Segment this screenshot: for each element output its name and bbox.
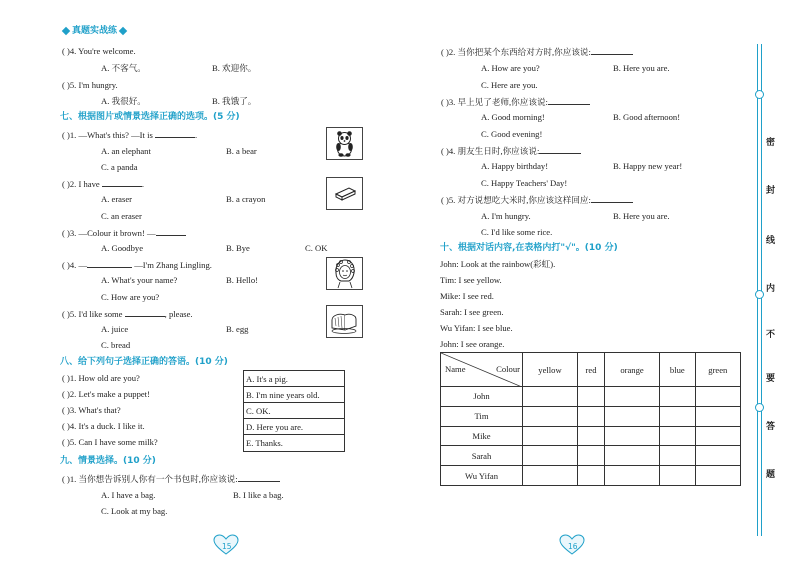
check-cell[interactable] <box>660 446 696 466</box>
answer-blank[interactable] <box>156 226 186 236</box>
option-c: C. bread <box>101 340 131 350</box>
column-header: red <box>578 353 605 387</box>
margin-char: 答 <box>766 422 776 432</box>
table-row <box>441 446 741 466</box>
dialogue-line: Mike: I see red. <box>440 291 494 301</box>
girl-picture <box>326 257 363 290</box>
option-a: A. Good morning! <box>481 112 545 122</box>
s9-question-3: ( )3. 早上见了老师,你应该说: <box>441 95 590 108</box>
check-cell[interactable] <box>660 387 696 407</box>
banner-title: 真题实战练 <box>72 26 118 36</box>
answer-blank[interactable] <box>238 472 280 482</box>
check-cell[interactable] <box>660 426 696 446</box>
option-c: C. I'd like some rice. <box>481 227 553 237</box>
check-cell[interactable] <box>523 466 578 486</box>
s8-question-2: ( )2. Let's make a puppet! <box>62 389 150 399</box>
page-number: 16 <box>568 542 578 551</box>
margin-char: 要 <box>766 374 776 384</box>
row-header: Wu Yifan <box>441 466 523 486</box>
table-row <box>441 426 741 446</box>
option-c: C. Here are you. <box>481 80 538 90</box>
check-cell[interactable] <box>523 387 578 407</box>
s9-question-5: ( )5. 对方说想吃大米时,你应该这样回应: <box>441 193 633 206</box>
check-cell[interactable] <box>695 387 740 407</box>
option-c: C. How are you? <box>101 292 160 302</box>
option-a: A. What's your name? <box>101 275 178 285</box>
answer-option: A. It's a pig. <box>244 371 344 387</box>
column-header: blue <box>660 353 696 387</box>
check-cell[interactable] <box>605 446 660 466</box>
answer-option: D. Here you are. <box>244 419 344 435</box>
answer-option: C. OK. <box>244 403 344 419</box>
answer-blank[interactable] <box>591 193 633 203</box>
option-a: A. I have a bag. <box>101 490 156 500</box>
diamond-icon <box>119 26 127 34</box>
page-number: 15 <box>222 542 232 551</box>
check-cell[interactable] <box>578 466 605 486</box>
option-c: C. a panda <box>101 162 138 172</box>
s9-question-4: ( )4. 朋友生日时,你应该说: <box>441 144 581 157</box>
check-cell[interactable] <box>605 406 660 426</box>
section-9-heading: 九、情景选择。(10 分) <box>60 456 156 466</box>
question-5: ( )5. I'm hungry. <box>62 80 118 90</box>
s7-question-3: ( )3. —Colour it brown! — <box>62 226 186 239</box>
check-cell[interactable] <box>605 466 660 486</box>
corner-name-label: Name <box>445 364 466 374</box>
margin-char: 题 <box>766 470 776 480</box>
option-b: B. Good afternoon! <box>613 112 681 122</box>
margin-char: 密 <box>766 138 776 148</box>
option-a: A. juice <box>101 324 129 334</box>
banner <box>60 23 129 36</box>
s7-question-4: ( )4. — —I'm Zhang Lingling. <box>62 260 212 270</box>
option-b: B. Hello! <box>226 275 258 285</box>
s7-question-1: ( )1. —What's this? —It is . <box>62 130 198 140</box>
check-cell[interactable] <box>695 466 740 486</box>
check-cell[interactable] <box>578 387 605 407</box>
answer-option: B. I'm nine years old. <box>244 387 344 403</box>
check-cell[interactable] <box>523 446 578 466</box>
check-cell[interactable] <box>578 446 605 466</box>
binding-hole-icon <box>755 90 764 99</box>
option-b: B. I like a bag. <box>233 490 284 500</box>
row-header: Mike <box>441 426 523 446</box>
option-b: B. Here you are. <box>613 63 670 73</box>
check-cell[interactable] <box>605 426 660 446</box>
dialogue-line: John: I see orange. <box>440 339 505 349</box>
dialogue-line: Wu Yifan: I see blue. <box>440 323 513 333</box>
eraser-picture <box>326 177 363 210</box>
option-a: A. Happy birthday! <box>481 161 549 171</box>
option-c: C. Look at my bag. <box>101 506 168 516</box>
answer-blank[interactable] <box>155 128 195 138</box>
section-10-heading: 十、根据对话内容,在表格内打"√"。(10 分) <box>440 243 618 253</box>
option-c: C. Good evening! <box>481 129 543 139</box>
option-b: B. egg <box>226 324 249 334</box>
dialogue-line: Sarah: I see green. <box>440 307 504 317</box>
margin-char: 封 <box>766 186 776 196</box>
margin-char: 线 <box>766 236 776 246</box>
dialogue-line: Tim: I see yellow. <box>440 275 502 285</box>
diamond-icon <box>62 26 70 34</box>
option-a: A. Goodbye <box>101 243 144 253</box>
row-header: Sarah <box>441 446 523 466</box>
option-a: A. 我很好。 <box>101 96 146 106</box>
option-b: B. Bye <box>226 243 250 253</box>
option-c: C. an eraser <box>101 211 142 221</box>
row-header: Tim <box>441 406 523 426</box>
option-b: B. a crayon <box>226 194 266 204</box>
s9-question-1: ( )1. 当你想告诉别人你有一个书包时,你应该说: <box>62 472 280 485</box>
check-cell[interactable] <box>660 466 696 486</box>
colour-table <box>440 352 741 486</box>
margin-char: 内 <box>766 284 776 294</box>
option-b: B. Happy new year! <box>613 161 683 171</box>
bread-picture <box>326 305 363 338</box>
table-corner-cell <box>441 353 523 387</box>
answer-blank[interactable] <box>102 177 142 187</box>
check-cell[interactable] <box>660 406 696 426</box>
check-cell[interactable] <box>523 406 578 426</box>
binding-hole-icon <box>755 403 764 412</box>
s9-question-2: ( )2. 当你把某个东西给对方时,你应该说: <box>441 45 633 58</box>
answer-option: E. Thanks. <box>246 438 283 448</box>
column-header: green <box>695 353 740 387</box>
binding-hole-icon <box>755 290 764 299</box>
table-row <box>441 406 741 426</box>
option-b: B. Here you are. <box>613 211 670 221</box>
answer-blank[interactable] <box>548 95 590 105</box>
panda-picture <box>326 127 363 160</box>
column-header: yellow <box>523 353 578 387</box>
check-cell[interactable] <box>695 446 740 466</box>
section-8-heading: 八、给下列句子选择正确的答语。(10 分) <box>60 357 228 367</box>
option-a: A. 不客气。 <box>101 63 146 73</box>
answer-options-box <box>243 370 345 452</box>
corner-colour-label: Colour <box>496 364 520 374</box>
table-row <box>441 466 741 486</box>
s7-question-2: ( )2. I have . <box>62 179 145 189</box>
option-c: C. Happy Teachers' Day! <box>481 178 568 188</box>
check-cell[interactable] <box>695 406 740 426</box>
check-cell[interactable] <box>523 426 578 446</box>
s8-question-4: ( )4. It's a duck. I like it. <box>62 421 145 431</box>
section-7-heading: 七、根据图片或情景选择正确的选项。(5 分) <box>60 112 240 122</box>
option-c: C. OK <box>305 243 328 253</box>
option-b: B. a bear <box>226 146 257 156</box>
option-a: A. an elephant <box>101 146 151 156</box>
dialogue-line: John: Look at the rainbow(彩虹). <box>440 259 556 269</box>
check-cell[interactable] <box>695 426 740 446</box>
row-header: John <box>441 387 523 407</box>
option-b: B. 欢迎你。 <box>212 63 257 73</box>
option-a: A. eraser <box>101 194 133 204</box>
s8-question-5: ( )5. Can I have some milk? <box>62 437 158 447</box>
table-header-row <box>441 353 741 387</box>
check-cell[interactable] <box>578 426 605 446</box>
question-4: ( )4. You're welcome. <box>62 46 136 56</box>
s8-question-1: ( )1. How old are you? <box>62 373 140 383</box>
answer-blank[interactable] <box>539 144 581 154</box>
s8-question-3: ( )3. What's that? <box>62 405 121 415</box>
check-cell[interactable] <box>605 387 660 407</box>
margin-char: 不 <box>766 330 776 340</box>
s7-question-5: ( )5. I'd like some , please. <box>62 309 193 319</box>
table-row <box>441 387 741 407</box>
answer-blank[interactable] <box>591 45 633 55</box>
answer-blank[interactable] <box>87 258 132 268</box>
answer-blank[interactable] <box>125 307 165 317</box>
option-b: B. 我饿了。 <box>212 96 257 106</box>
column-header: orange <box>605 353 660 387</box>
option-a: A. How are you? <box>481 63 540 73</box>
check-cell[interactable] <box>578 406 605 426</box>
option-a: A. I'm hungry. <box>481 211 531 221</box>
